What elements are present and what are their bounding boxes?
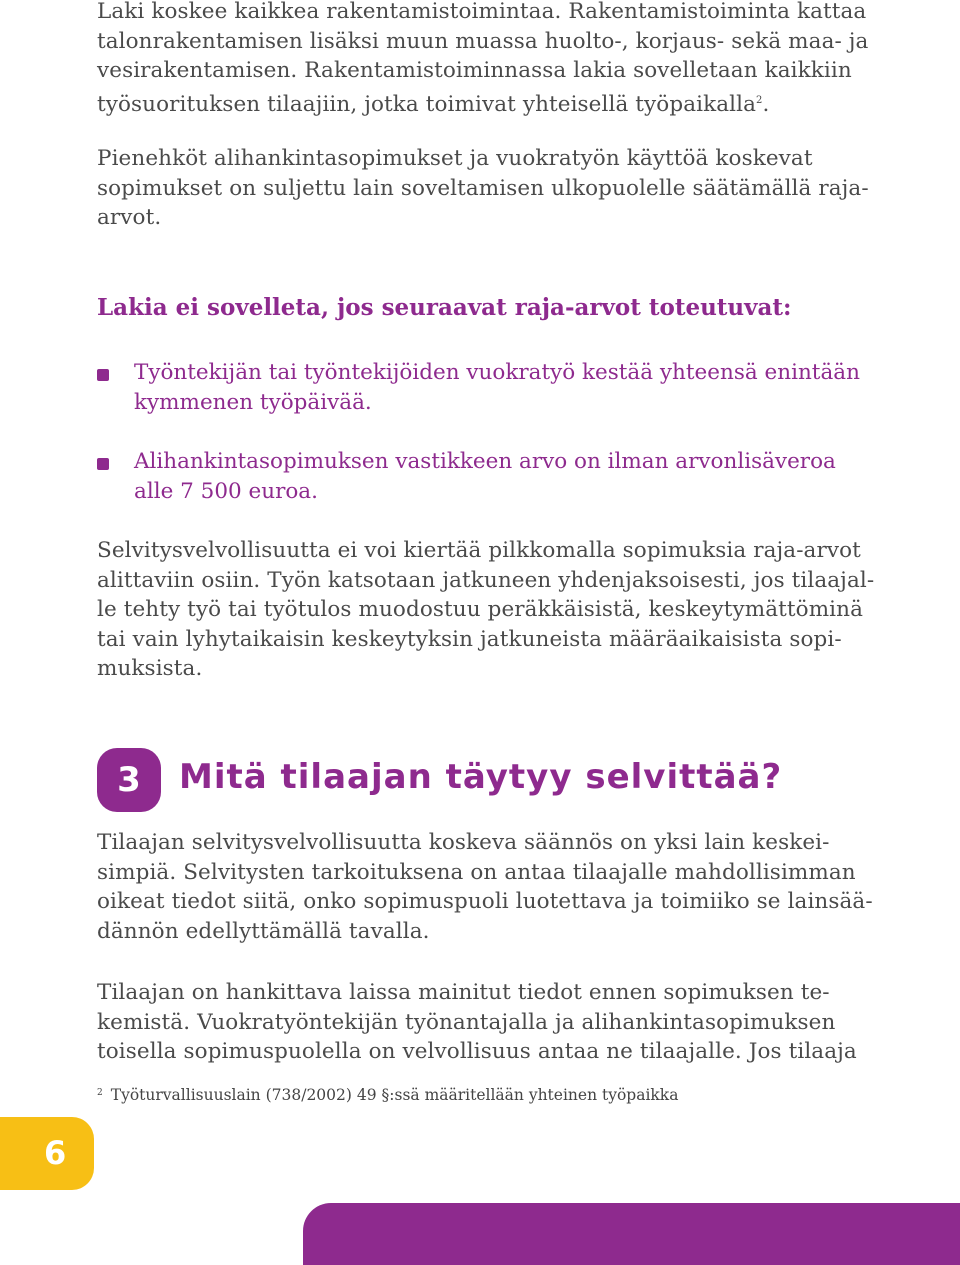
text-line [97,86,897,120]
footnote-text: Työturvallisuuslain (738/2002) 49 §:ssä määritellään yhteinen työpaikka [110,1086,679,1104]
text-line: Alihankintasopimuksen vastikkeen arvo on ilman arvonlisäveroa [134,449,836,474]
text-line: oikeat tiedot siitä, onko sopimuspuoli luotettava ja toimiiko se lainsää- [97,889,873,914]
text-line: muksista. [97,656,203,681]
text-line-content: työsuorituksen tilaajiin, jotka toimivat yhteisellä työpaikalla [97,91,757,117]
bullet-square-icon [97,369,109,381]
page-number: 6 [44,1134,67,1172]
text-line: Tilaajan on hankittava laissa mainitut tiedot ennen sopimuksen te- [97,980,830,1005]
page-number-badge [0,1117,94,1190]
information-paragraph [97,978,897,1067]
text-line: Selvitysvelvollisuutta ei voi kiertää pilkkomalla sopimuksia raja-arvot [97,538,861,563]
splitting-paragraph [97,536,897,684]
text-line: kemistä. Vuokratyöntekijän työnantajalla ja alihankintasopimuksen [97,1009,836,1035]
text-line: Pienehköt alihankintasopimukset ja vuokratyön käyttöä koskevat [97,146,813,171]
intro-paragraph [97,0,897,119]
text-line: simpiä. Selvitysten tarkoituksena on antaa tilaajalle mahdollisimman [97,859,856,885]
text-line: Tilaajan selvitysvelvollisuutta koskeva säännös on yksi lain keskei- [97,830,830,855]
exclusion-paragraph [97,144,897,233]
text-line: alle 7 500 euroa. [134,478,318,504]
text-line: kymmenen työpäivää. [134,389,372,415]
threshold-heading: Lakia ei sovelleta, jos seuraavat raja-arvot toteutuvat: [97,294,792,321]
text-line: toisella sopimuspuolella on velvollisuus antaa ne tilaajalle. Jos tilaaja [97,1039,857,1064]
text-line: arvot. [97,205,162,230]
footnote-marker: 2 [97,1088,103,1098]
text-line: Työntekijän tai työntekijöiden vuokratyö kestää yhteensä enintään [134,360,860,385]
text-line: talonrakentamisen lisäksi muun muassa huolto-, korjaus- sekä maa- ja [97,28,869,54]
obligation-paragraph [97,828,897,946]
section-number-badge: 3 [97,748,161,812]
footnote-reference: 2 [756,94,763,106]
text-line: alittaviin osiin. Työn katsotaan jatkuneen yhdenjaksoisesti, jos tilaajal- [97,567,875,593]
text-line: sopimukset on suljettu lain soveltamisen ulkopuolelle säätämällä raja- [97,175,869,201]
bullet-square-icon [97,458,109,470]
section-title: Mitä tilaajan täytyy selvittää? [179,757,783,797]
bullet-text [134,358,860,417]
text-line: Laki koskee kaikkea rakentamistoimintaa. Rakentamistoiminta kattaa [97,0,867,24]
bullet-text [134,447,836,506]
text-line: dännön edellyttämällä tavalla. [97,918,430,944]
text-line: tai vain lyhytaikaisin keskeytyksin jatkuneista määräaikaisista sopi- [97,626,842,652]
footnote [97,1086,678,1104]
text-line: le tehty työ tai työtulos muodostuu peräkkäisistä, keskeytymättöminä [97,597,864,622]
text-line: vesirakentamisen. Rakentamistoiminnassa lakia sovelletaan kaikkiin [97,58,852,83]
decorative-footer-bar [303,1203,960,1265]
sentence-end: . [762,91,770,117]
